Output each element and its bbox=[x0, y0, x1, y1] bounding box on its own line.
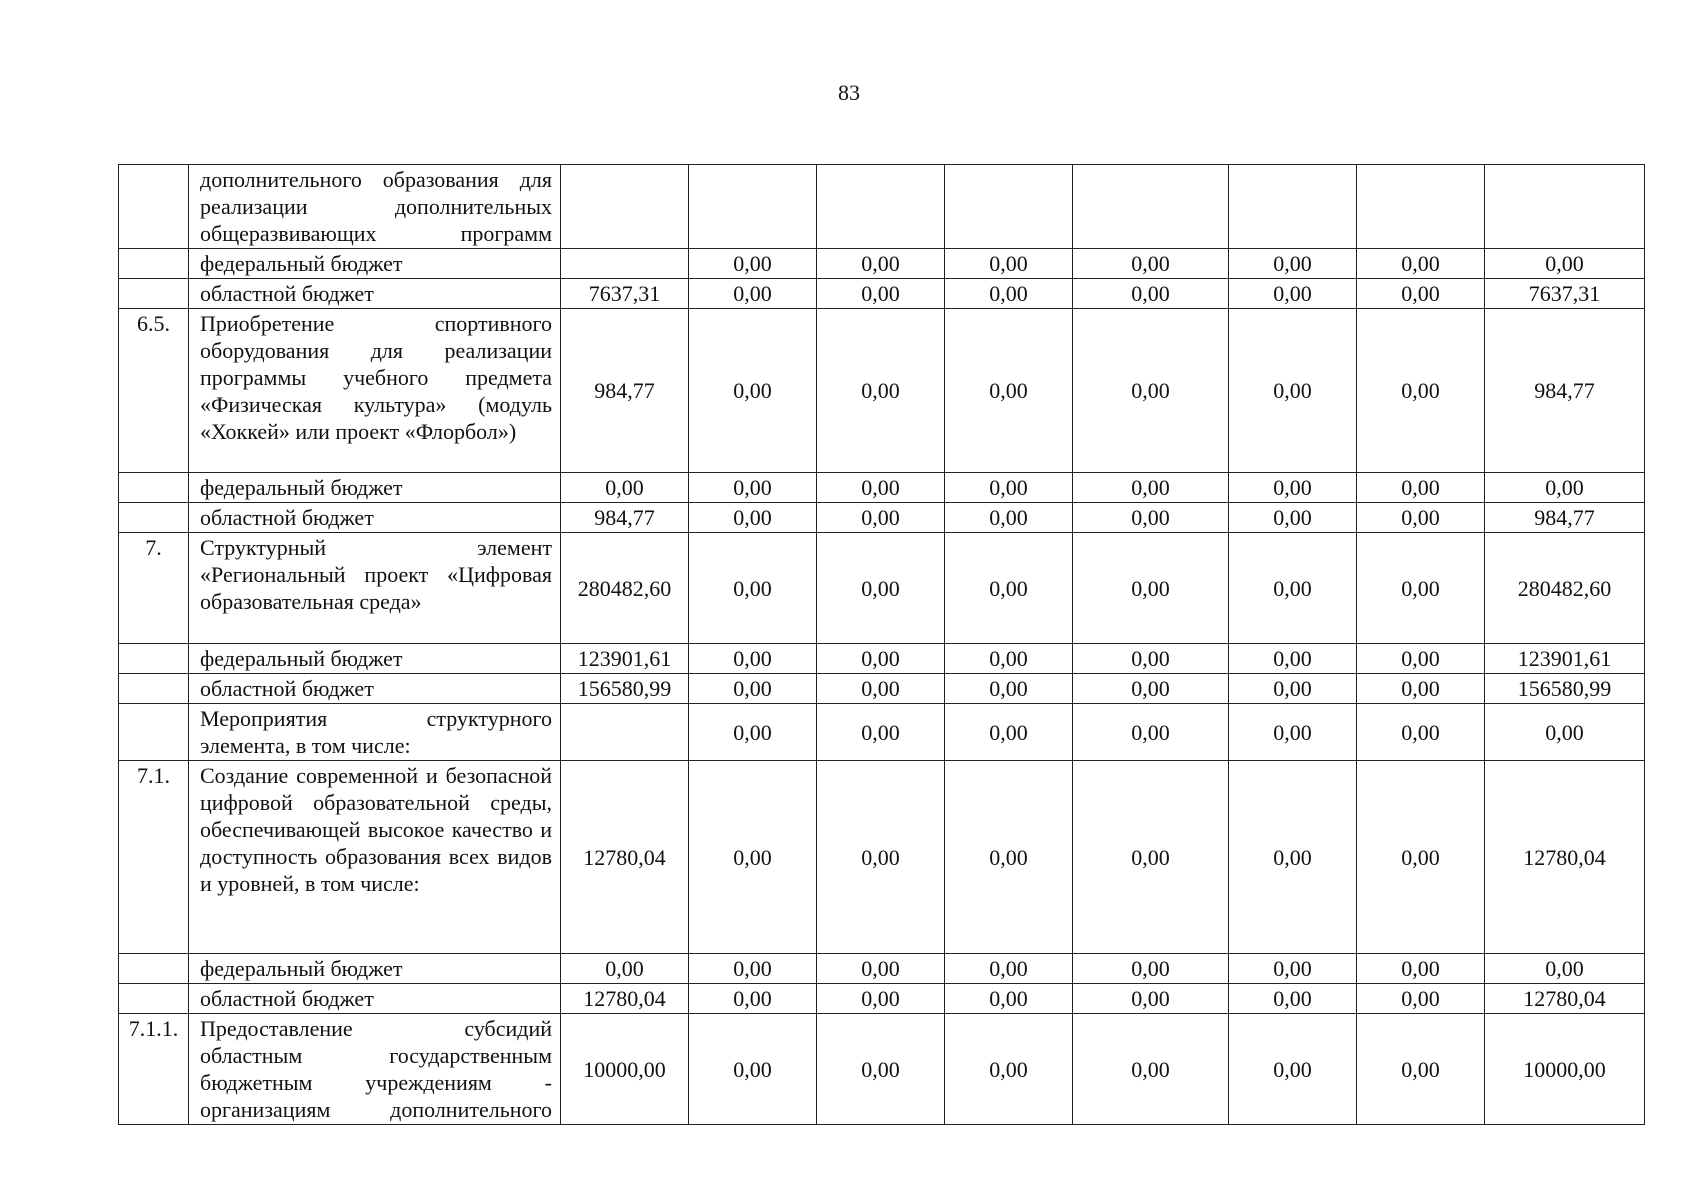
value-cell bbox=[561, 704, 689, 761]
value-cell: 0,00 bbox=[817, 954, 945, 984]
table-row bbox=[119, 503, 1645, 533]
value-cell: 0,00 bbox=[1485, 473, 1645, 503]
value-cell bbox=[689, 165, 817, 249]
value-cell: 280482,60 bbox=[1485, 533, 1645, 644]
value-cell bbox=[1229, 165, 1357, 249]
row-number-cell bbox=[119, 279, 189, 309]
table-row bbox=[119, 1014, 1645, 1125]
value-cell: 0,00 bbox=[1229, 1014, 1357, 1125]
value-cell: 0,00 bbox=[689, 1014, 817, 1125]
value-cell: 0,00 bbox=[945, 249, 1073, 279]
row-name-cell: Создание современной и безопасной цифровой образовательной среды, обеспечивающей высокое качество и доступность образования всех видов и уровней, в том числе: bbox=[189, 761, 561, 954]
row-number-cell: 6.5. bbox=[119, 309, 189, 473]
value-cell: 0,00 bbox=[817, 279, 945, 309]
row-number-cell bbox=[119, 165, 189, 249]
value-cell: 0,00 bbox=[1357, 984, 1485, 1014]
row-name-cell: областной бюджет bbox=[189, 984, 561, 1014]
value-cell: 0,00 bbox=[689, 279, 817, 309]
row-name-cell: областной бюджет bbox=[189, 279, 561, 309]
value-cell: 0,00 bbox=[1073, 473, 1229, 503]
table-row bbox=[119, 279, 1645, 309]
value-cell: 0,00 bbox=[1357, 644, 1485, 674]
row-name-cell: Структурный элемент «Региональный проект «Цифровая образовательная среда» bbox=[189, 533, 561, 644]
value-cell: 0,00 bbox=[689, 249, 817, 279]
budget-table-body bbox=[119, 165, 1645, 1125]
table-row bbox=[119, 165, 1645, 249]
value-cell: 280482,60 bbox=[561, 533, 689, 644]
table-row bbox=[119, 473, 1645, 503]
row-number-cell bbox=[119, 704, 189, 761]
value-cell: 0,00 bbox=[1229, 503, 1357, 533]
budget-table bbox=[118, 164, 1645, 1125]
value-cell: 984,77 bbox=[1485, 503, 1645, 533]
value-cell: 0,00 bbox=[817, 761, 945, 954]
row-number-cell: 7. bbox=[119, 533, 189, 644]
value-cell: 0,00 bbox=[945, 644, 1073, 674]
value-cell: 0,00 bbox=[689, 644, 817, 674]
value-cell: 0,00 bbox=[1073, 309, 1229, 473]
value-cell: 984,77 bbox=[1485, 309, 1645, 473]
table-row bbox=[119, 704, 1645, 761]
value-cell: 0,00 bbox=[1357, 1014, 1485, 1125]
value-cell: 0,00 bbox=[817, 309, 945, 473]
value-cell: 0,00 bbox=[945, 674, 1073, 704]
value-cell: 0,00 bbox=[1229, 644, 1357, 674]
value-cell: 0,00 bbox=[1073, 984, 1229, 1014]
value-cell: 0,00 bbox=[689, 503, 817, 533]
value-cell: 0,00 bbox=[689, 674, 817, 704]
value-cell: 984,77 bbox=[561, 503, 689, 533]
value-cell: 0,00 bbox=[945, 761, 1073, 954]
value-cell: 7637,31 bbox=[1485, 279, 1645, 309]
value-cell: 10000,00 bbox=[1485, 1014, 1645, 1125]
value-cell: 0,00 bbox=[817, 503, 945, 533]
value-cell: 0,00 bbox=[817, 704, 945, 761]
row-number-cell bbox=[119, 249, 189, 279]
value-cell: 0,00 bbox=[1073, 704, 1229, 761]
value-cell: 0,00 bbox=[1357, 954, 1485, 984]
value-cell: 0,00 bbox=[1073, 1014, 1229, 1125]
value-cell: 0,00 bbox=[1357, 674, 1485, 704]
value-cell: 0,00 bbox=[1357, 533, 1485, 644]
table-row bbox=[119, 984, 1645, 1014]
row-number-cell bbox=[119, 674, 189, 704]
value-cell: 0,00 bbox=[689, 473, 817, 503]
value-cell bbox=[817, 165, 945, 249]
value-cell bbox=[561, 249, 689, 279]
value-cell: 0,00 bbox=[1073, 674, 1229, 704]
value-cell: 0,00 bbox=[689, 533, 817, 644]
value-cell: 0,00 bbox=[1357, 761, 1485, 954]
row-number-cell: 7.1. bbox=[119, 761, 189, 954]
value-cell: 0,00 bbox=[945, 954, 1073, 984]
value-cell: 0,00 bbox=[945, 279, 1073, 309]
value-cell: 7637,31 bbox=[561, 279, 689, 309]
value-cell bbox=[1485, 165, 1645, 249]
row-name-cell: Предоставление субсидий областным государственным бюджетным учреждениям - организациям дополнительного bbox=[189, 1014, 561, 1125]
value-cell: 123901,61 bbox=[1485, 644, 1645, 674]
row-name-cell: областной бюджет bbox=[189, 674, 561, 704]
value-cell: 0,00 bbox=[817, 674, 945, 704]
value-cell: 0,00 bbox=[561, 473, 689, 503]
value-cell bbox=[1073, 165, 1229, 249]
value-cell: 156580,99 bbox=[1485, 674, 1645, 704]
value-cell: 0,00 bbox=[689, 704, 817, 761]
value-cell: 0,00 bbox=[817, 533, 945, 644]
value-cell: 123901,61 bbox=[561, 644, 689, 674]
row-number-cell bbox=[119, 984, 189, 1014]
row-name-cell: федеральный бюджет bbox=[189, 473, 561, 503]
value-cell: 0,00 bbox=[1229, 279, 1357, 309]
value-cell: 0,00 bbox=[817, 984, 945, 1014]
value-cell: 0,00 bbox=[1073, 249, 1229, 279]
value-cell: 0,00 bbox=[1229, 473, 1357, 503]
value-cell: 0,00 bbox=[1357, 309, 1485, 473]
table-row bbox=[119, 954, 1645, 984]
value-cell: 0,00 bbox=[1485, 704, 1645, 761]
value-cell: 0,00 bbox=[1357, 704, 1485, 761]
value-cell: 0,00 bbox=[1485, 249, 1645, 279]
value-cell: 0,00 bbox=[1073, 503, 1229, 533]
value-cell: 0,00 bbox=[1073, 279, 1229, 309]
row-name-cell: федеральный бюджет bbox=[189, 644, 561, 674]
value-cell: 0,00 bbox=[1357, 473, 1485, 503]
row-number-cell bbox=[119, 954, 189, 984]
value-cell: 0,00 bbox=[945, 503, 1073, 533]
value-cell: 984,77 bbox=[561, 309, 689, 473]
value-cell: 0,00 bbox=[1485, 954, 1645, 984]
value-cell bbox=[945, 165, 1073, 249]
value-cell: 0,00 bbox=[817, 1014, 945, 1125]
value-cell: 0,00 bbox=[817, 249, 945, 279]
value-cell: 0,00 bbox=[1229, 309, 1357, 473]
row-number-cell bbox=[119, 473, 189, 503]
value-cell: 0,00 bbox=[945, 984, 1073, 1014]
value-cell: 0,00 bbox=[1073, 954, 1229, 984]
page-number: 83 bbox=[838, 80, 860, 105]
value-cell: 0,00 bbox=[689, 309, 817, 473]
table-row bbox=[119, 761, 1645, 954]
table-row bbox=[119, 249, 1645, 279]
table-row bbox=[119, 644, 1645, 674]
value-cell: 0,00 bbox=[1357, 249, 1485, 279]
row-name-cell: федеральный бюджет bbox=[189, 249, 561, 279]
value-cell: 0,00 bbox=[561, 954, 689, 984]
row-name-cell: федеральный бюджет bbox=[189, 954, 561, 984]
value-cell: 0,00 bbox=[945, 704, 1073, 761]
value-cell: 0,00 bbox=[1357, 503, 1485, 533]
value-cell: 0,00 bbox=[1073, 533, 1229, 644]
value-cell: 0,00 bbox=[1229, 761, 1357, 954]
row-name-cell: Приобретение спортивного оборудования для реализации программы учебного предмета «Физическая культура» (модуль «Хоккей» или проект «Флорбол») bbox=[189, 309, 561, 473]
value-cell: 0,00 bbox=[945, 473, 1073, 503]
value-cell: 0,00 bbox=[945, 1014, 1073, 1125]
row-name-cell: Мероприятия структурного элемента, в том числе: bbox=[189, 704, 561, 761]
table-row bbox=[119, 309, 1645, 473]
value-cell: 0,00 bbox=[1229, 984, 1357, 1014]
value-cell: 0,00 bbox=[1357, 279, 1485, 309]
row-number-cell bbox=[119, 644, 189, 674]
value-cell: 10000,00 bbox=[561, 1014, 689, 1125]
value-cell: 0,00 bbox=[817, 473, 945, 503]
value-cell: 12780,04 bbox=[561, 984, 689, 1014]
value-cell: 0,00 bbox=[1073, 761, 1229, 954]
value-cell: 156580,99 bbox=[561, 674, 689, 704]
table-row bbox=[119, 533, 1645, 644]
value-cell: 0,00 bbox=[1229, 954, 1357, 984]
row-number-cell: 7.1.1. bbox=[119, 1014, 189, 1125]
value-cell bbox=[1357, 165, 1485, 249]
value-cell: 12780,04 bbox=[1485, 761, 1645, 954]
value-cell: 0,00 bbox=[689, 984, 817, 1014]
value-cell: 0,00 bbox=[689, 954, 817, 984]
value-cell: 0,00 bbox=[1229, 704, 1357, 761]
value-cell: 0,00 bbox=[689, 761, 817, 954]
value-cell: 12780,04 bbox=[561, 761, 689, 954]
value-cell: 0,00 bbox=[817, 644, 945, 674]
value-cell: 0,00 bbox=[1229, 249, 1357, 279]
value-cell: 0,00 bbox=[1073, 644, 1229, 674]
value-cell: 0,00 bbox=[1229, 674, 1357, 704]
value-cell: 0,00 bbox=[1229, 533, 1357, 644]
value-cell: 0,00 bbox=[945, 533, 1073, 644]
value-cell: 12780,04 bbox=[1485, 984, 1645, 1014]
row-name-cell: областной бюджет bbox=[189, 503, 561, 533]
value-cell bbox=[561, 165, 689, 249]
row-number-cell bbox=[119, 503, 189, 533]
value-cell: 0,00 bbox=[945, 309, 1073, 473]
table-row bbox=[119, 674, 1645, 704]
row-name-cell: дополнительного образования для реализации дополнительных общеразвивающих программ bbox=[189, 165, 561, 249]
